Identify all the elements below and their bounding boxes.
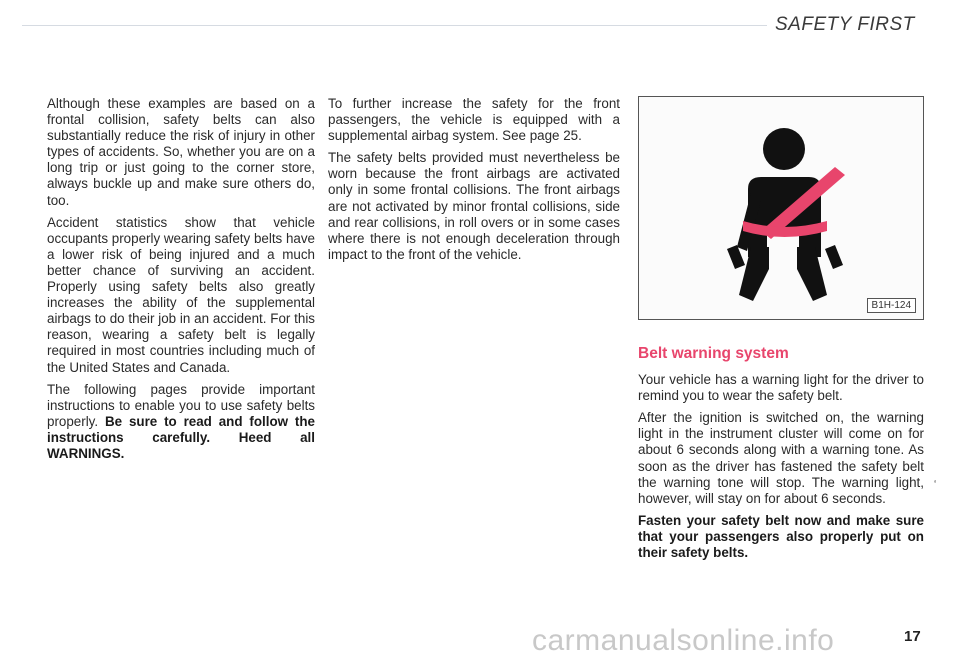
section-title: SAFETY FIRST (775, 14, 915, 35)
watermark: carmanualsonline.info (532, 624, 835, 657)
text-column-3 (638, 346, 924, 567)
paragraph: After the ignition is switched on, the warning light in the instrument cluster will come on for about 6 seconds along with a warning tone. As soon as the driver has fastened the safety belt the warning tone will stop. The warning light, however, will stay on for about 6 seconds. (638, 410, 924, 506)
paragraph-text: The following pages provide important instructions to enable you to use safety belts properly. (47, 381, 315, 429)
section-heading: Belt warning system (638, 345, 789, 362)
figure-left-leg (739, 247, 769, 301)
header-rule (22, 25, 767, 26)
figure-head (763, 128, 805, 170)
text-column-2 (328, 96, 620, 269)
paragraph: Your vehicle has a warning light for the driver to remind you to wear the safety belt. (638, 372, 924, 404)
seatbelt-figure (638, 96, 924, 320)
figure-right-leg (797, 247, 827, 301)
text-column-1 (47, 96, 315, 468)
paragraph: Accident statistics show that vehicle occupants properly wearing safety belts have a lower risk of being injured and a much better chance of surviving an accident. Properly using safety belts also greatly increases the ability of the supplemental airbags to do their job in an accident. For this reason, wearing a safety belt is legally required in most countries including much of the United States and Canada. (47, 214, 315, 375)
paragraph: Although these examples are based on a frontal collision, safety belts can also substantially reduce the risk of injury in other types of accidents. So, whether you are on a long trip or just going to the corner store, always buckle up and make sure others do, too. (47, 96, 315, 208)
warning-text: Fasten your safety belt now and make sure that your passengers also properly put on their safety belts. (638, 512, 924, 561)
figure-code: B1H-124 (867, 298, 916, 313)
paragraph: The safety belts provided must nevertheless be worn because the front airbags are activated only in some frontal collisions. The front airbags are not activated by minor frontal collisions, side and rear collisions, in roll overs or in some cases where there is not enough deceleration through impact to the front of the vehicle. (328, 150, 620, 262)
buckle-right (825, 245, 843, 269)
paragraph: To further increase the safety for the front passengers, the vehicle is equipped with a supplemental airbag system. See page 25. (328, 96, 620, 144)
paragraph (47, 382, 315, 462)
seatbelt-warning-icon (639, 97, 923, 319)
warning-text: Be sure to read and follow the instructions carefully. Heed all WARNINGS. (47, 413, 315, 461)
margin-mark: ‘ (934, 479, 937, 490)
page-number: 17 (904, 628, 921, 645)
